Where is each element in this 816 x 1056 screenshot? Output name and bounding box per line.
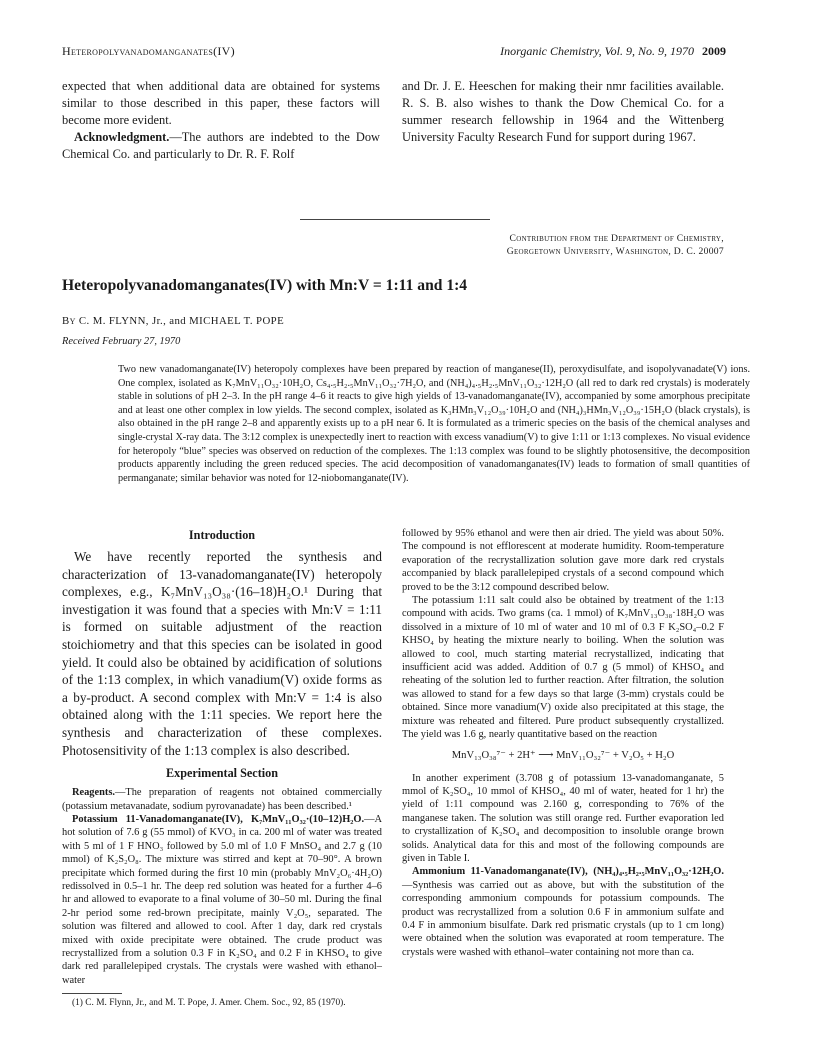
acknowledgment-paragraph	[62, 129, 380, 163]
ammonium-paragraph	[402, 865, 724, 959]
conclusion-paragraph: expected that when additional data are obtained for systems similar to those described in this paper, these factors will become more evident.	[62, 79, 380, 127]
page-number: 2009	[702, 44, 726, 58]
reaction-equation: MnV₁₃O₃₈⁷⁻ + 2H⁺ ⟶ MnV₁₁O₃₂⁷⁻ + V₂O₅ + H₂O	[451, 749, 675, 761]
introduction-paragraph: We have recently reported the synthesis and characterization of 13-vanadomanganate(IV) heteropoly complexes, e.g., K₇MnV₁₃O₃₈·(16–18)H₂O.¹ During that investigation it was found that a species with Mn:V = 1:11 is formed on suitable adjustment of the reaction stoichiometry and that this species can be isolated in good yield. It could also be obtained by acidification of solutions of the 1:13 complex, in which vanadium(V) oxide forms as a by-product. A second complex with Mn:V = 1:4 is also obtained along with the 1:11 species. We report here the synthesis and characterization of these complexes. Photosensitivity of the 1:13 complex is also described.	[62, 549, 382, 758]
article-separator-rule	[300, 219, 490, 220]
received-date: Received February 27, 1970	[62, 336, 181, 347]
running-head	[62, 44, 726, 59]
second-experiment-paragraph: In another experiment (3.708 g of potassium 13-vanadomanganate, 5 mmol of K₂SO₄, 10 mmol of KHSO₄, 40 ml of water, heated for 1 hr) the yield of 1:11 compound was 2.160 g, corresponding to 76% of the manganese taken. The solution was still orange red. Further evaporation led to crystallization of K₂SO₄ and decomposition to insoluble orange brown solids. Analytical data for this and most of the following compounds are given in Table I.	[402, 772, 724, 864]
contribution-note	[324, 232, 724, 258]
top-right-column	[402, 78, 724, 146]
top-left-column	[62, 78, 380, 163]
running-head-title: Heteropolyvanadomanganates(IV)	[62, 44, 235, 58]
author-by: By	[62, 315, 76, 327]
footnote: (1) C. M. Flynn, Jr., and M. T. Pope, J. Amer. Chem. Soc., 92, 85 (1970).	[72, 998, 346, 1009]
reagents-paragraph	[62, 786, 382, 813]
yield-paragraph: followed by 95% ethanol and were then air dried. The yield was about 50%. The compound is not efflorescent at moderate humidity. Room-temperature evaporation of the recrystallization solution gave more dark red crystals accompanied by black parallelepiped crystals of a second compound which proved to be the 3:12 compound described below.	[402, 528, 724, 593]
footnote-rule	[62, 993, 122, 994]
reagents-text: —The preparation of reagents not obtained commercially (potassium metavanadate, sodium pyrovanadate) has been described.¹	[62, 787, 382, 812]
ammonium-text: —Synthesis was carried out as above, but with the substitution of the corresponding ammonium compounds for potassium compounds. The product was recrystallized from a solution 0.6 F in ammonium sulfate and 0.4 F in ammonium bisulfate. Dark red prismatic crystals (up to 1 cm long) were obtained when the solution was evaporated at room temperature. The crystals were washed with ethanol–water containing not more than ca.	[402, 879, 724, 958]
potassium-heading: Potassium 11-Vanadomanganate(IV), K₇MnV₁₁O₃₂·(10–12)H₂O.	[72, 813, 365, 825]
acknowledgment-continued: and Dr. J. E. Heeschen for making their nmr facilities available. R. S. B. also wishes to thank the Dow Chemical Co. for a summer research fellowship in 1964 and the Wittenberg University Faculty Research Fund for support during 1967.	[402, 79, 724, 144]
author-line	[62, 315, 284, 327]
contribution-line-2: Georgetown University, Washington, D. C. 20007	[506, 246, 724, 257]
journal-citation: Inorganic Chemistry, Vol. 9, No. 9, 1970	[500, 44, 694, 58]
contribution-line-1: Contribution from the Department of Chemistry,	[509, 233, 724, 244]
body-right-column	[402, 527, 724, 959]
acid-treatment-paragraph: The potassium 1:11 salt could also be obtained by treatment of the 1:13 compound with acids. Two grams (ca. 1 mmol) of K₇MnV₁₃O₃₈·18H₂O was dissolved in a mixture of 10 ml of water and 10 ml of 0.3 F K₂SO₄–0.2 F KHSO₄ by heating the mixture nearly to boiling. When the solution was allowed to cool, much starting material recrystallized, indicating that insufficient acid was added. Addition of 0.7 g (5 mmol) of KHSO₄ and reheating of the solution led to further reaction. After filtration, the solution was allowed to stand for a few days so that large (3-mm) crystals could be obtained. Since more vanadium(V) oxide also precipitated at this stage, the mixture was reheated and filtered. Pure product subsequently crystallized. The yield was 1.6 g, nearly quantitative based on the reaction	[402, 595, 724, 741]
ammonium-heading: Ammonium 11-Vanadomanganate(IV), (NH₄)₄.₅H₂.₅MnV₁₁O₃₂·12H₂O.	[412, 866, 724, 878]
abstract: Two new vanadomanganate(IV) heteropoly complexes have been prepared by reaction of manganese(II), peroxydisulfate, and isopolyvanadate(V) ions. One complex, isolated as K₇MnV₁₁O₃₂·10H₂O, Cs₄.₅H₂.₅MnV₁₁O₃₂·7H₂O, and (NH₄)₄.₅H₂.₅MnV₁₁O₃₂·12H₂O (all red to dark red crystals) is moderately stable in solutions of pH 2–3. In the pH range 4–6 it reacts to give high yields of 13-vanadomanganate(IV), accompanied by some amorphous precipitate and at least one other complex in low yields. The second complex, isolated as K₃HMn₃V₁₂O₃₉·10H₂O and (NH₄)₃HMn₃V₁₂O₃₉·15H₂O (black crystals), is also obtained in the pH range 2–8 and apparently exists up to a pH near 6. It is formulated as a trimeric species on the basis of the chemical analyses and single-crystal X-ray data. The 3:12 complex is unexpectedly inert to reaction with excess vanadium(V) to give 1:11 or 1:13 complexes. No visual evidence for heteropoly “blue” species was observed on reduction of the complexes. The 1:13 complex was found to be slightly photosensitive, the decomposition products apparently including the green reduced species. The acid decomposition of vanadomanganates(IV) leads to formation of small quantities of permanganate; similar behavior was noted for 12-niobomanganate(IV).	[118, 364, 750, 484]
experimental-heading: Experimental Section	[165, 766, 279, 781]
acknowledgment-heading: Acknowledgment.	[74, 130, 170, 144]
reagents-heading: Reagents.	[72, 787, 115, 799]
introduction-heading: Introduction	[188, 528, 256, 542]
running-head-journal	[500, 44, 726, 59]
article-title: Heteropolyvanadomanganates(IV) with Mn:V = 1:11 and 1:4	[62, 277, 468, 294]
body-left-column	[62, 527, 382, 1009]
potassium-paragraph	[62, 813, 382, 987]
author-names: C. M. FLYNN, Jr., and MICHAEL T. POPE	[78, 315, 285, 327]
acknowledgment-text: —The authors are indebted to the Dow Chemical Co. and particularly to Dr. R. F. Rolf	[62, 130, 380, 161]
potassium-text: —A hot solution of 7.6 g (55 mmol) of KVO₃ in ca. 200 ml of water was treated with 5 ml of 1 F HNO₃ followed by 5.0 ml of 1.0 F MnSO₄ and 2.7 g (10 mmol) of K₂S₂O₈. The mixture was stirred and kept at 70–90°. A brown precipitate which formed during the first 10 min (probably MnV₂O₆·4H₂O) redissolved in 0.5–1 hr. The deep red solution was heated for a further 4–6 hr and allowed to evaporate to a final volume of 30–50 ml. During the final 2-hr period some red-brown precipitate, mainly V₂O₅, separated. The solution was filtered and allowed to cool. After 1 day, dark red crystals mixed with oxide precipitate were obtained. The crude product was recrystallized from a solution 0.3 F in K₂SO₄ and 0.2 F in KHSO₄ to give dark red parallelepiped crystals. The crystals were washed with ethanol–water	[62, 813, 382, 986]
